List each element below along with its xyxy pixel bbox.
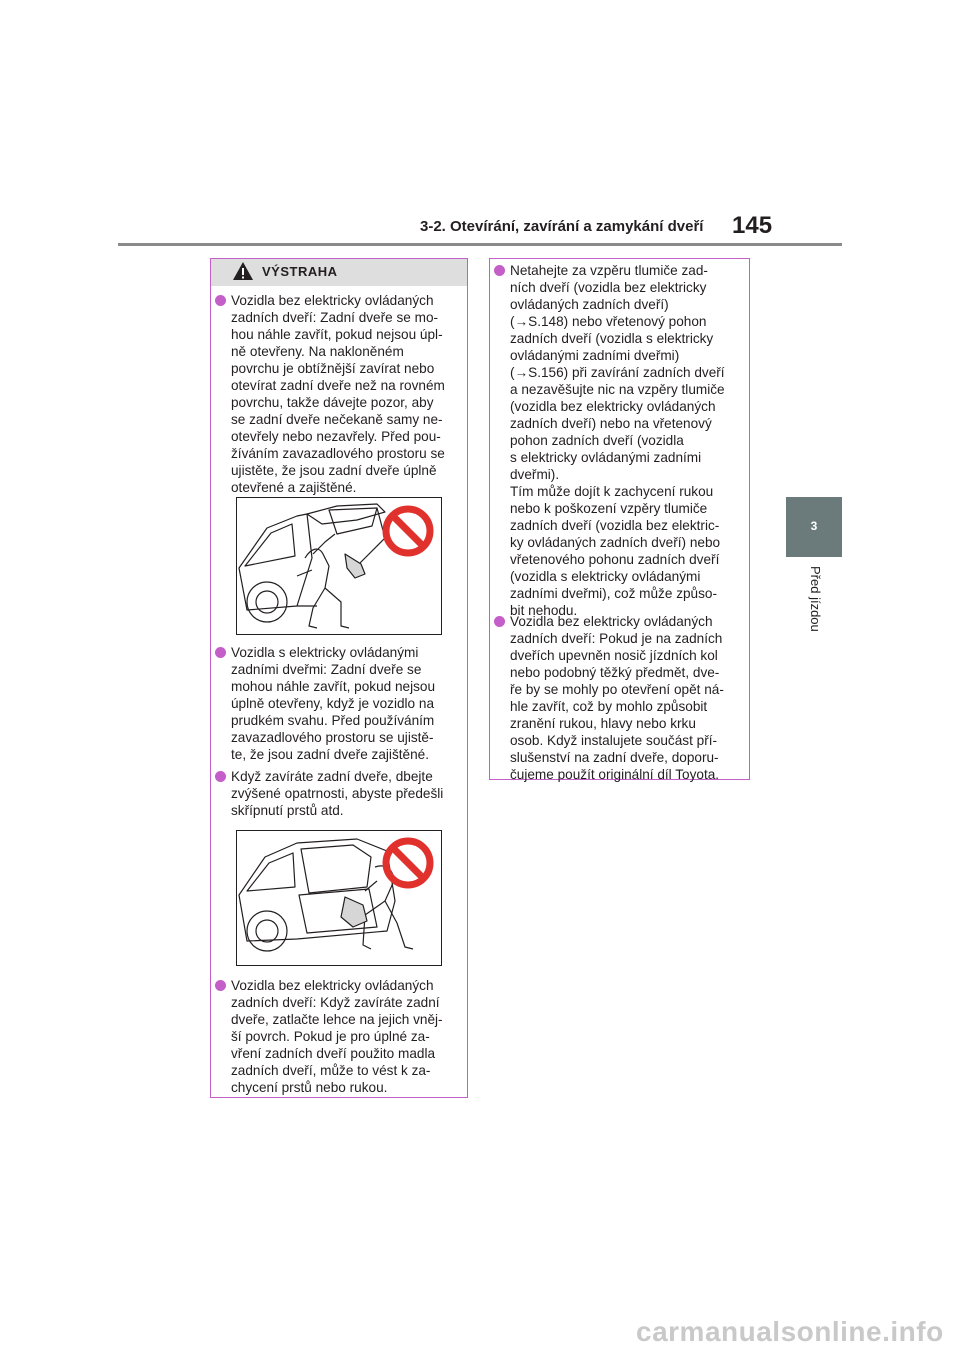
section-title: 3-2. Otevírání, zavírání a zamykání dveří [420, 218, 704, 235]
warning-item-text: Vozidla bez elektricky ovládaných zadních dveří: Když zavíráte zadní dveře, zatlačte lehce na jejich vněj- ší povrch. Pokud je pro úplné za- vření zadních dveří použito madla zadních dveří, může to vést k za- chycení prstů nebo rukou. [231, 978, 443, 1095]
warning-triangle-icon [232, 261, 254, 281]
chapter-label: Před jízdou [808, 566, 823, 632]
bullet-icon [215, 980, 226, 991]
warning-item-text: Když zavíráte zadní dveře, dbejte zvýšené opatrnosti, abyste předešli skřípnutí prstů atd. [231, 769, 444, 818]
prohibition-icon [381, 836, 435, 890]
bullet-icon [215, 647, 226, 658]
watermark[interactable]: carmanualsonline.info [636, 1316, 944, 1347]
warning-item-text: Vozidla bez elektricky ovládaných zadních dveří: Pokud je na zadních dveřích upevněn nosič jízdních kol nebo podobný těžký předmět, dve- ře by se mohly po otevření opět ná- hle zavřít, což by mohlo způsobit zranění rukou, hlavy nebo krku osob. Když instalujete součást pří- slušenství na zadní dveře, doporu- čujeme použít originální díl Toyota. [510, 614, 724, 782]
chapter-number: 3 [810, 519, 818, 533]
prohibition-icon [381, 504, 435, 558]
page-number: 145 [732, 212, 773, 239]
bullet-icon [215, 771, 226, 782]
header-divider [118, 243, 842, 246]
warning-item-text: Vozidla bez elektricky ovládaných zadních dveří: Zadní dveře se mo- hou náhle zavřít, pokud nejsou úpl- ně otevřeny. Na nakloněném povrchu je obtížnější zavírat nebo otevírat zadní dveře než na rovném povrchu, takže dávejte pozor, aby se zadní dveře nečekaně samy ne- otevřely nebo nezavřely. Před pou- žíváním zavazadlového prostoru se ujistěte, že jsou zadní dveře úplně otevřené a zajištěné. [231, 293, 445, 495]
bullet-icon [494, 265, 505, 276]
warning-item-text: Netahejte za vzpěru tlumiče zad- ních dveří (vozidla bez elektricky ovládaných zadních dveří) (→S.148) nebo vřetenový pohon zadních dveří (vozidla s elektricky ovládanými zadními dveřmi) (→S.156) při zavírání zadních dveří a nezavěšujte nic na vzpěry tlumiče (vozidla bez elektricky ovládaných zadních dveří) nebo na vřetenový pohon zadních dveří (vozidla s elektricky ovládanými zadními dveřmi). Tím může dojít k zachycení rukou nebo k poškození vzpěry tlumiče zadních dveří (vozidla bez elektric- ky ovládaných zadních dveří) nebo vřetenového pohonu zadních dveří (vozidla s elektricky ovládanými zadními dveřmi), což může způso- bit nehodu. [510, 263, 725, 618]
warning-item-text: Vozidla s elektricky ovládanými zadními dveřmi: Zadní dveře se mohou náhle zavřít, pokud nejsou úplně otevřeny, když je vozidlo na prudkém svahu. Před používáním zavazadlového prostoru se ujistě- te, že jsou zadní dveře zajištěné. [231, 645, 436, 762]
bullet-icon [494, 616, 505, 627]
bullet-icon [215, 295, 226, 306]
warning-title: VÝSTRAHA [262, 264, 338, 279]
